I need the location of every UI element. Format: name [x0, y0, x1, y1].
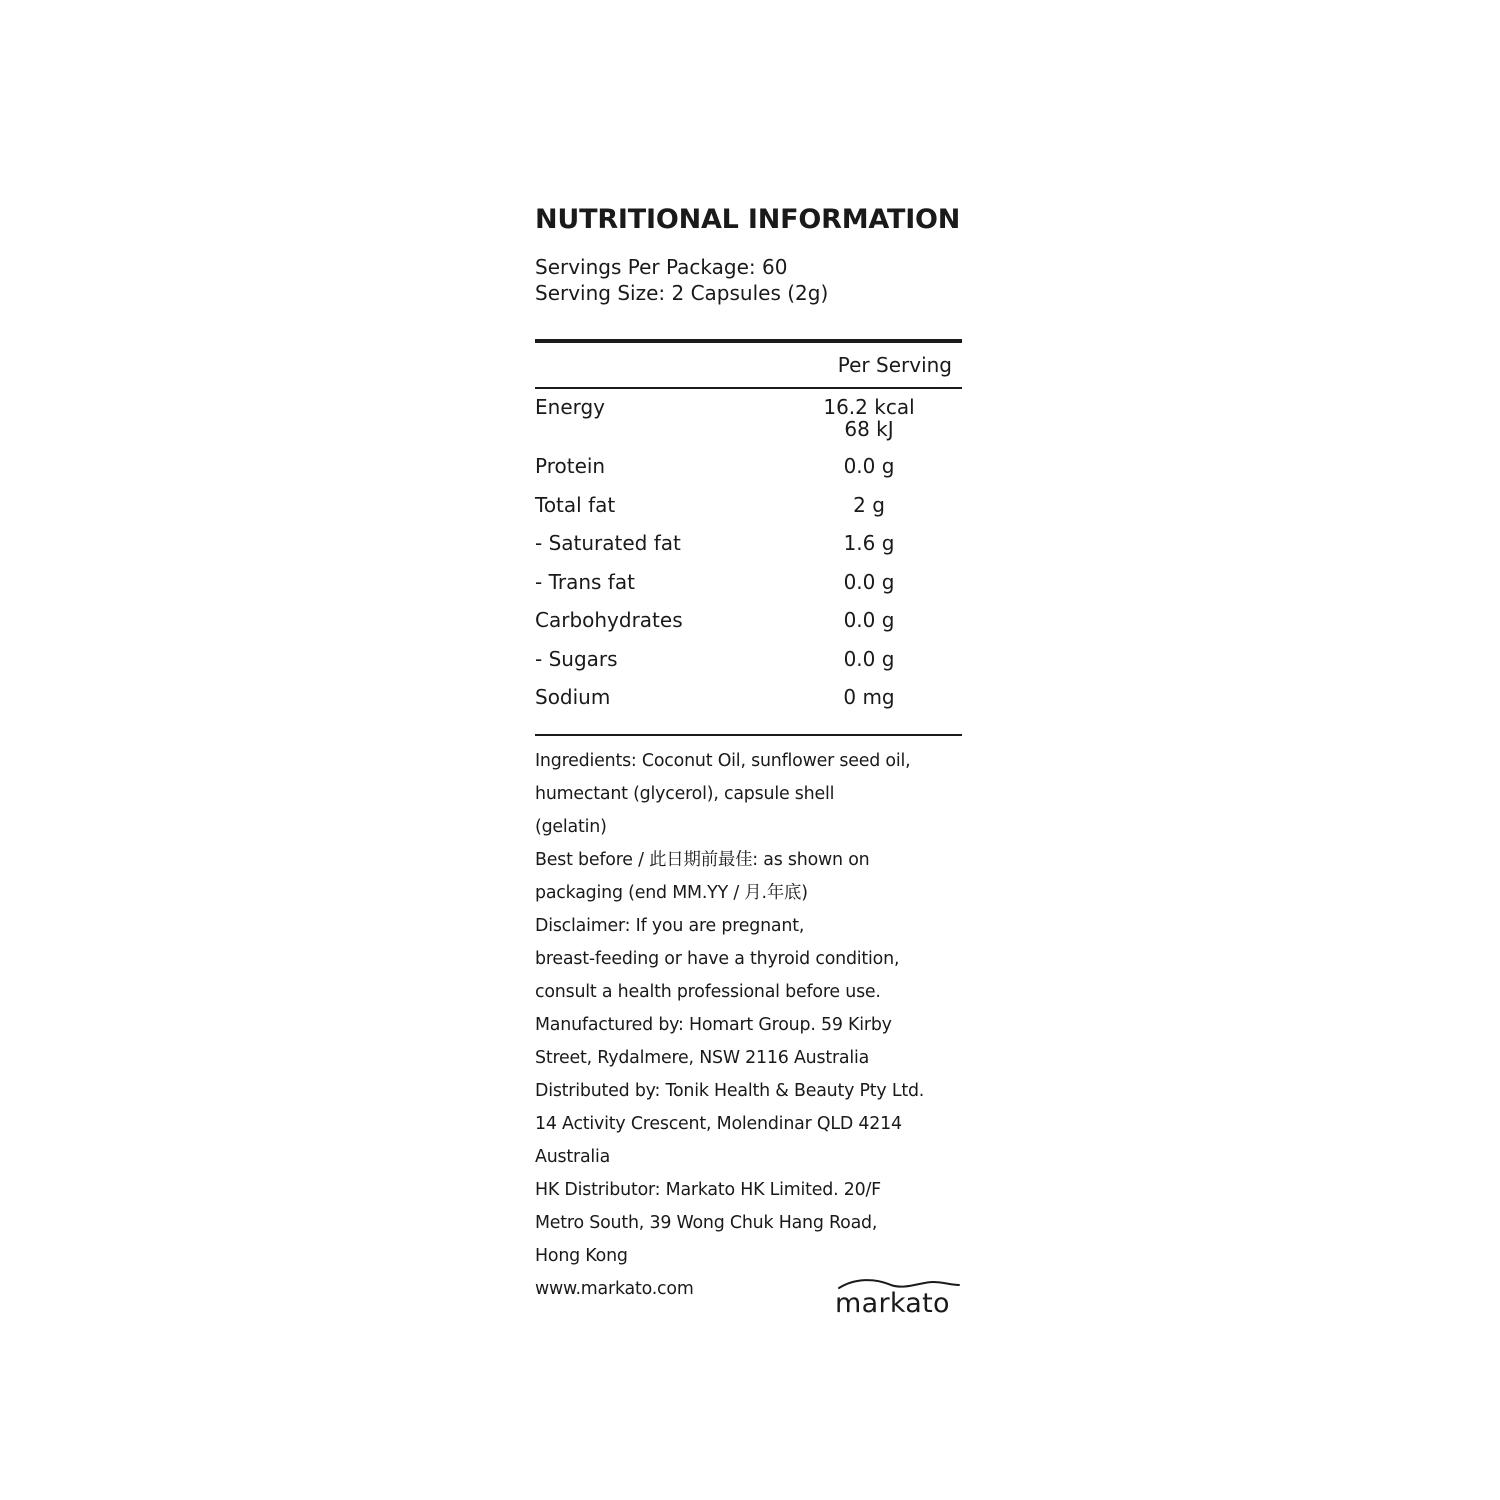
nutrient-amount: 2 g	[853, 492, 885, 517]
label-notes	[535, 745, 962, 1306]
nutrient-amount	[804, 396, 934, 440]
note-line: Disclaimer: If you are pregnant,	[535, 915, 805, 936]
nutrient-amount: 1.6 g	[843, 531, 895, 555]
table-row	[535, 494, 962, 533]
table-row	[535, 609, 962, 648]
energy-kj: 68 kJ	[844, 417, 894, 441]
per-serving-header: Per Serving	[837, 353, 952, 377]
nutrient-amount: 0.0 g	[843, 569, 895, 594]
note-line: Australia	[535, 1146, 611, 1167]
nutrient-name: Protein	[535, 454, 606, 478]
nutrient-amount: 0 mg	[843, 685, 895, 709]
website-url: www.markato.com	[535, 1278, 694, 1299]
table-header-row	[535, 343, 962, 389]
note-line: Metro South, 39 Wong Chuk Hang Road,	[535, 1212, 878, 1233]
note-line: humectant (glycerol), capsule shell	[535, 783, 835, 804]
table-row	[535, 455, 962, 494]
note-line: Distributed by: Tonik Health & Beauty Pty Ltd.	[535, 1080, 925, 1101]
note-line: Hong Kong	[535, 1245, 628, 1266]
nutrient-table	[535, 389, 962, 736]
table-row	[535, 686, 962, 725]
note-line: 14 Activity Crescent, Molendinar QLD 4214	[535, 1113, 902, 1134]
label-title: NUTRITIONAL INFORMATION	[535, 204, 961, 235]
nutrient-amount: 0.0 g	[843, 608, 895, 632]
nutrient-name: Carbohydrates	[535, 608, 683, 632]
serving-info	[535, 254, 962, 306]
serving-size: Serving Size: 2 Capsules (2g)	[535, 281, 829, 305]
nutrient-amount: 0.0 g	[843, 454, 895, 478]
note-line: consult a health professional before use.	[535, 981, 881, 1002]
nutrient-name: Energy	[535, 395, 606, 419]
note-line: HK Distributor: Markato HK Limited. 20/F	[535, 1179, 881, 1200]
note-line: (gelatin)	[535, 816, 607, 837]
markato-logo	[833, 1278, 965, 1322]
nutrient-name: - Trans fat	[535, 569, 635, 594]
table-row	[535, 648, 962, 687]
nutrition-label	[535, 200, 962, 1306]
note-line: Ingredients: Coconut Oil, sunflower seed oil,	[535, 750, 911, 771]
table-row	[535, 532, 962, 571]
nutrient-name: - Sugars	[535, 646, 618, 671]
nutrient-name: - Saturated fat	[535, 531, 681, 555]
nutrient-name: Sodium	[535, 685, 611, 709]
table-row	[535, 396, 962, 455]
note-line: Best before / 此日期前最佳: as shown on	[535, 849, 870, 870]
servings-per-package: Servings Per Package: 60	[535, 255, 788, 279]
energy-kcal: 16.2 kcal	[823, 395, 915, 419]
nutrient-name: Total fat	[535, 492, 616, 517]
note-line: breast-feeding or have a thyroid condition,	[535, 948, 900, 969]
nutrient-amount: 0.0 g	[843, 646, 895, 671]
note-line: Manufactured by: Homart Group. 59 Kirby	[535, 1014, 892, 1035]
note-line: Street, Rydalmere, NSW 2116 Australia	[535, 1047, 870, 1068]
logo-wordmark: markato	[835, 1288, 950, 1319]
note-line: packaging (end MM.YY / 月.年底)	[535, 882, 808, 903]
table-row	[535, 571, 962, 610]
